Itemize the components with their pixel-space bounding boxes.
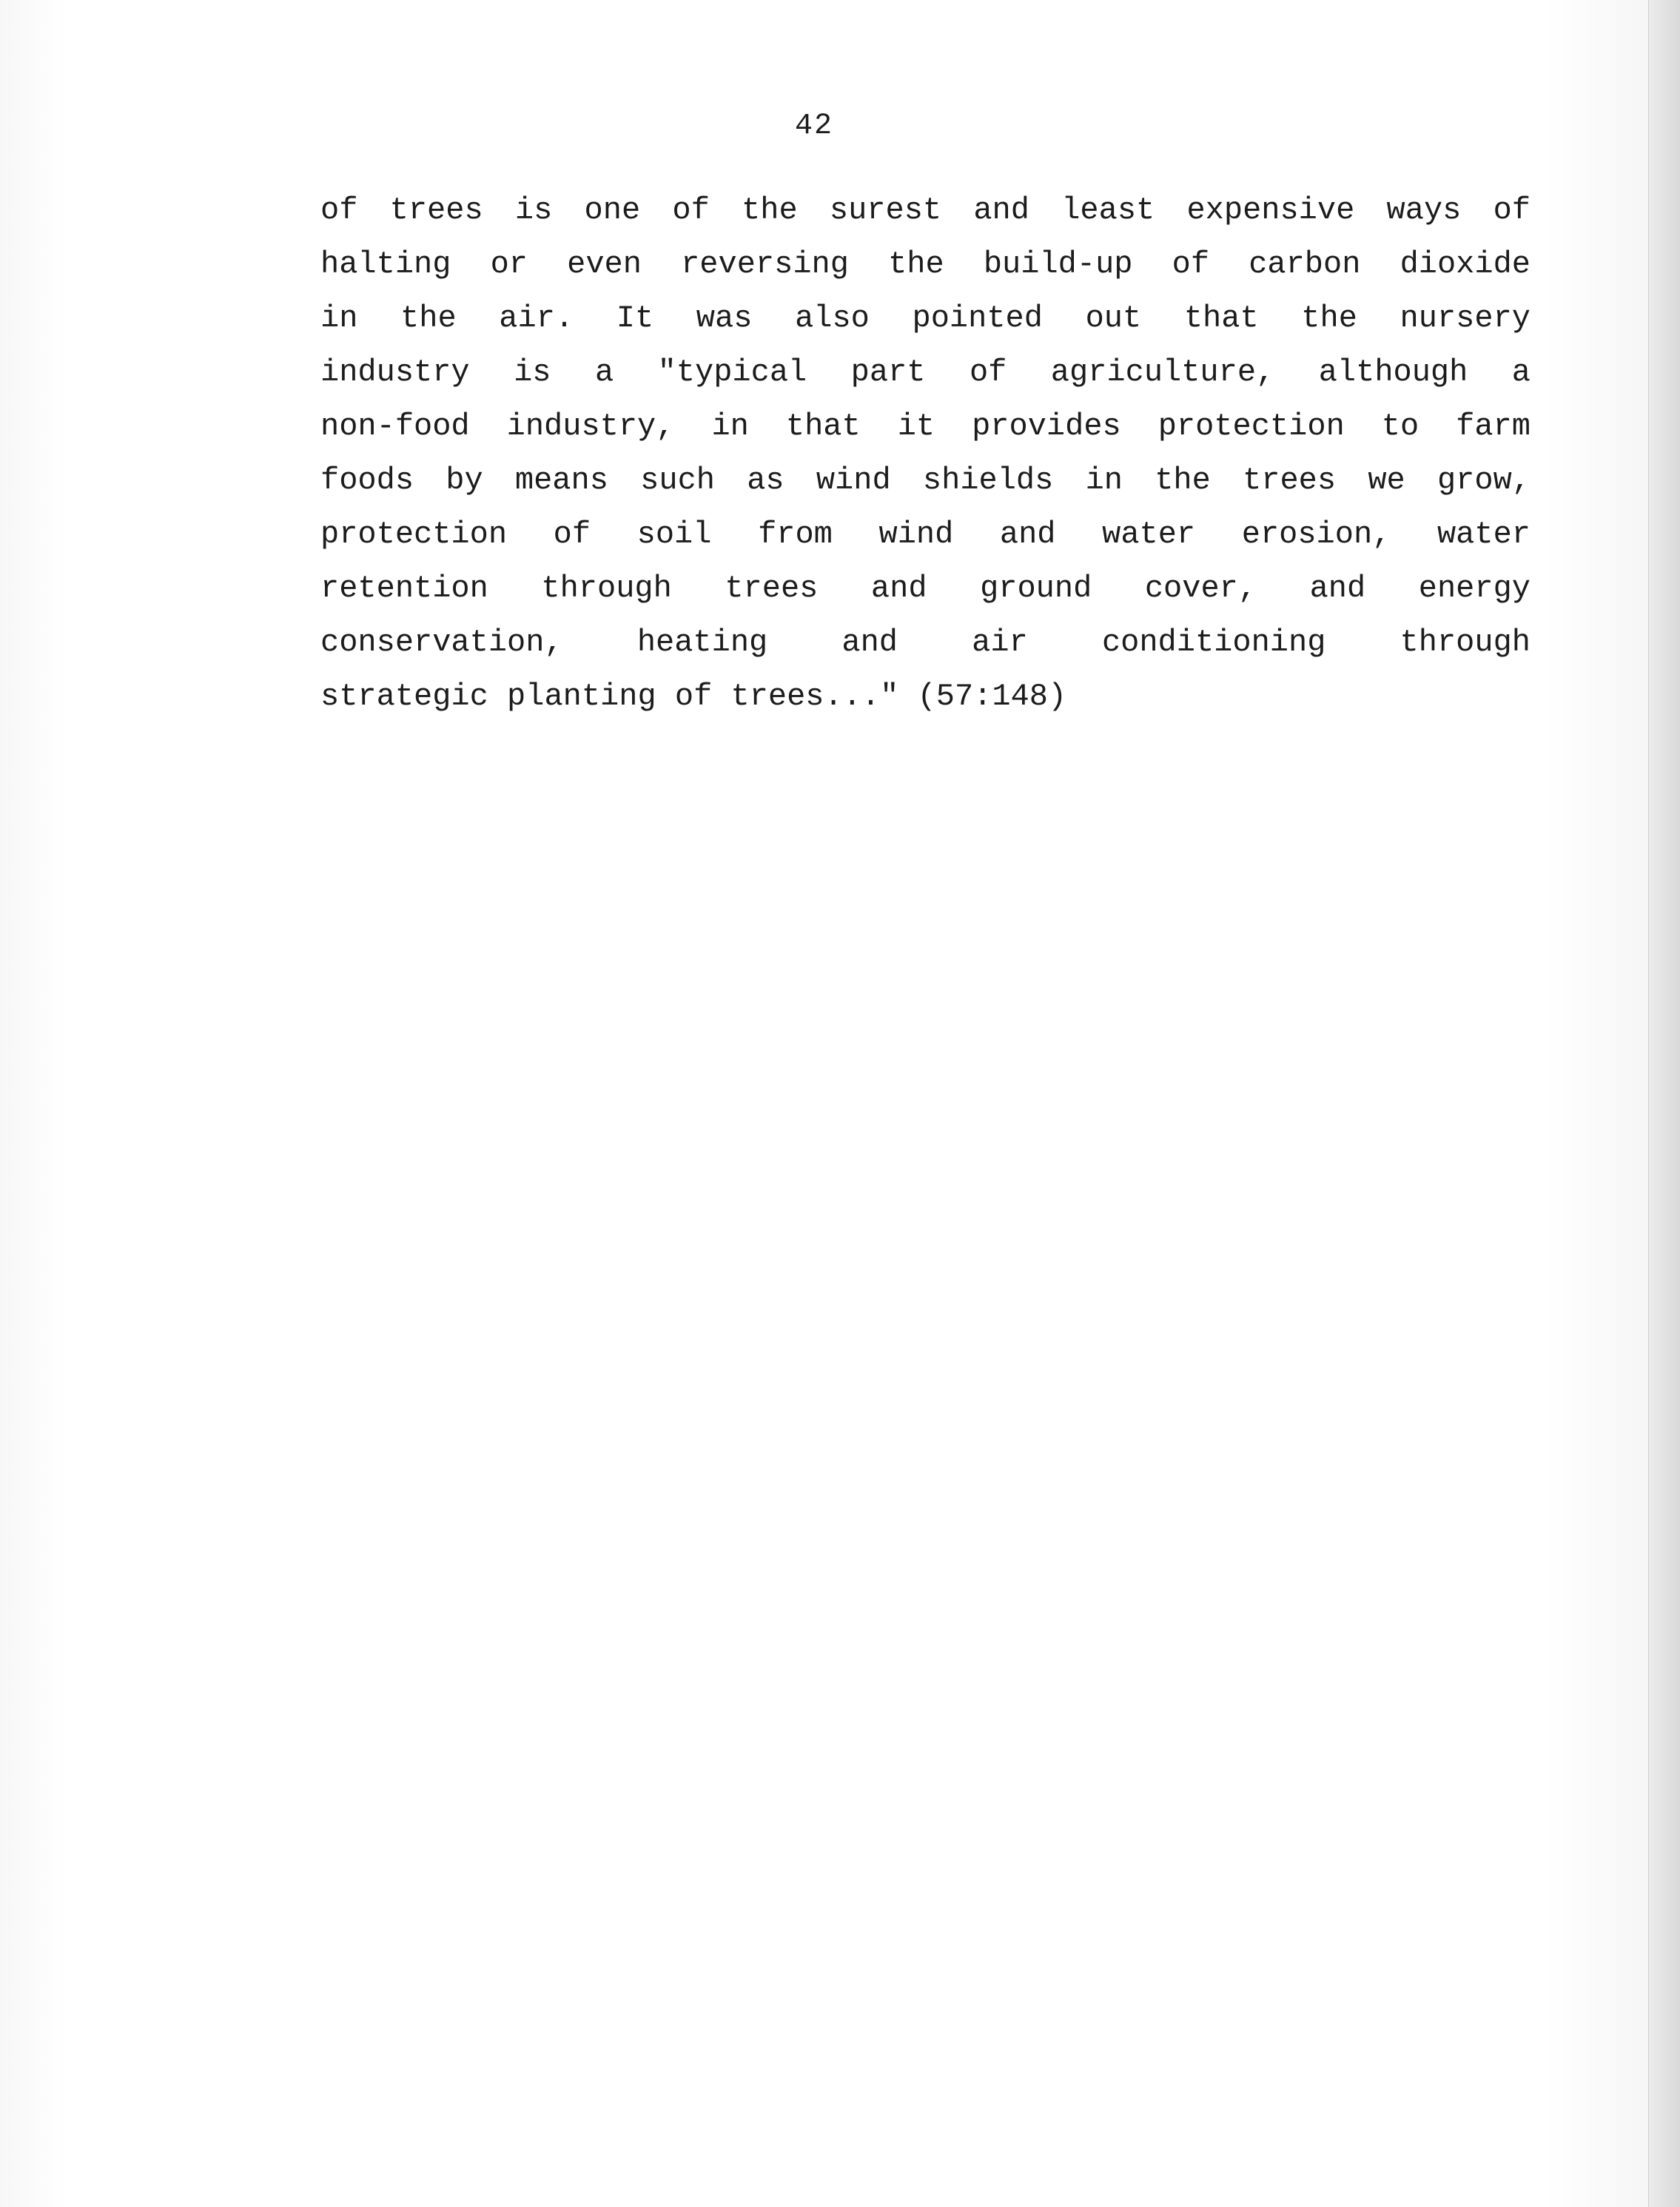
- paragraph-line: protection of soil from wind and water erosion, water: [320, 517, 1531, 552]
- paragraph-line: retention through trees and ground cover, and energy: [320, 571, 1531, 606]
- page-number: 42: [794, 110, 833, 143]
- paragraph-line: of trees is one of the surest and least expensive ways of: [320, 192, 1531, 228]
- body-paragraph: [320, 184, 1531, 724]
- paragraph-line: conservation, heating and air conditioning through: [320, 625, 1531, 660]
- paragraph-line: strategic planting of trees..." (57:148): [320, 679, 1067, 714]
- paragraph-line: industry is a "typical part of agriculture, although a: [320, 355, 1531, 390]
- page-edge: [1648, 0, 1680, 2207]
- paragraph-line: non-food industry, in that it provides protection to farm: [320, 409, 1531, 444]
- bleed-through-texture: [96, 755, 1539, 2087]
- paragraph-line: halting or even reversing the build-up of carbon dioxide: [320, 246, 1531, 282]
- paragraph-line: in the air. It was also pointed out that the nursery: [320, 300, 1531, 336]
- paragraph-line: foods by means such as wind shields in the trees we grow,: [320, 463, 1531, 498]
